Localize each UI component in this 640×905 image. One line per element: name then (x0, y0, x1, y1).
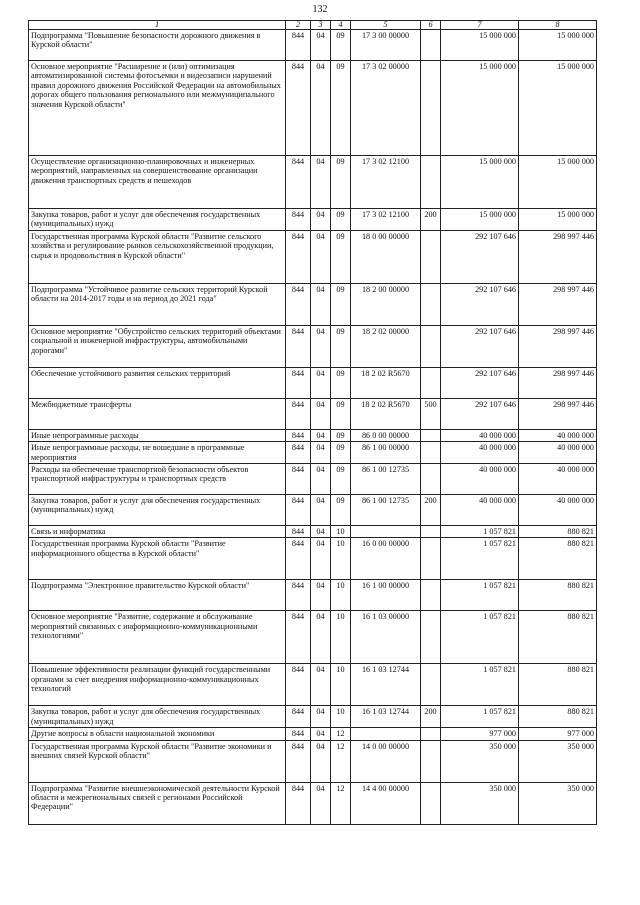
row-name-cell: Основное мероприятие "Расширение и (или) оптимизация автоматизированной системы фотосъемки и видеозаписи нарушений правил дорожного движения Российской Федерации на автомобильных дорогах общего пользования регионального или межмуниципального значения Курской области" (29, 61, 286, 156)
table-row (29, 61, 597, 156)
razdel-cell: 04 (311, 580, 331, 611)
table-row (29, 230, 597, 283)
expense-type-cell (421, 728, 441, 740)
amount-year2-cell: 298 997 446 (519, 283, 597, 325)
expense-type-cell (421, 538, 441, 580)
target-article-cell: 18 0 00 00000 (351, 230, 421, 283)
table-row (29, 464, 597, 495)
table-row (29, 156, 597, 209)
expense-type-cell (421, 367, 441, 398)
podrazdel-cell: 09 (331, 61, 351, 156)
glava-cell: 844 (286, 156, 311, 209)
podrazdel-cell: 09 (331, 367, 351, 398)
amount-year1-cell: 15 000 000 (441, 30, 519, 61)
amount-year1-cell: 40 000 000 (441, 429, 519, 441)
table-row (29, 538, 597, 580)
podrazdel-cell: 10 (331, 664, 351, 706)
expense-type-cell (421, 30, 441, 61)
glava-cell: 844 (286, 209, 311, 231)
razdel-cell: 04 (311, 283, 331, 325)
glava-cell: 844 (286, 230, 311, 283)
row-name-cell: Закупка товаров, работ и услуг для обеспечения государственных (муниципальных) нужд (29, 495, 286, 526)
target-article-cell: 16 0 00 00000 (351, 538, 421, 580)
razdel-cell: 04 (311, 429, 331, 441)
razdel-cell: 04 (311, 325, 331, 367)
column-header-row (29, 21, 597, 30)
podrazdel-cell: 09 (331, 283, 351, 325)
razdel-cell: 04 (311, 664, 331, 706)
amount-year2-cell: 15 000 000 (519, 156, 597, 209)
razdel-cell: 04 (311, 538, 331, 580)
amount-year1-cell: 1 057 821 (441, 538, 519, 580)
amount-year1-cell: 292 107 646 (441, 367, 519, 398)
amount-year2-cell: 880 821 (519, 526, 597, 538)
row-name-cell: Закупка товаров, работ и услуг для обеспечения государственных (муниципальных) нужд (29, 209, 286, 231)
amount-year2-cell: 350 000 (519, 782, 597, 824)
row-name-cell: Подпрограмма "Развитие внешнеэкономической деятельности Курской области и межрегиональных связей с регионами Российской Федерации" (29, 782, 286, 824)
glava-cell: 844 (286, 429, 311, 441)
table-row (29, 209, 597, 231)
podrazdel-cell: 10 (331, 538, 351, 580)
amount-year2-cell: 880 821 (519, 706, 597, 728)
row-name-cell: Межбюджетные трансферты (29, 398, 286, 429)
amount-year1-cell: 1 057 821 (441, 706, 519, 728)
expense-type-cell (421, 283, 441, 325)
podrazdel-cell: 12 (331, 740, 351, 782)
target-article-cell: 14 0 00 00000 (351, 740, 421, 782)
target-article-cell: 16 1 00 00000 (351, 580, 421, 611)
target-article-cell: 86 0 00 00000 (351, 429, 421, 441)
row-name-cell: Подпрограмма "Электронное правительство Курской области" (29, 580, 286, 611)
target-article-cell: 16 1 03 12744 (351, 664, 421, 706)
row-name-cell: Подпрограмма "Повышение безопасности дорожного движения в Курской области" (29, 30, 286, 61)
podrazdel-cell: 09 (331, 429, 351, 441)
razdel-cell: 04 (311, 526, 331, 538)
podrazdel-cell: 09 (331, 156, 351, 209)
table-row (29, 740, 597, 782)
glava-cell: 844 (286, 464, 311, 495)
table-row (29, 442, 597, 464)
row-name-cell: Расходы на обеспечение транспортной безопасности объектов транспортной инфраструктуры и транспортных средств (29, 464, 286, 495)
column-header: 2 (286, 21, 311, 30)
table-row (29, 526, 597, 538)
expense-type-cell (421, 442, 441, 464)
table-row (29, 325, 597, 367)
razdel-cell: 04 (311, 495, 331, 526)
row-name-cell: Основное мероприятие "Развитие, содержание и обслуживание мероприятий связанных с информационно-коммуникационными технологиями" (29, 611, 286, 664)
glava-cell: 844 (286, 740, 311, 782)
expense-type-cell (421, 61, 441, 156)
expense-type-cell: 200 (421, 495, 441, 526)
amount-year1-cell: 350 000 (441, 782, 519, 824)
row-name-cell: Государственная программа Курской области "Развитие сельского хозяйства и регулирование рынков сельскохозяйственной продукции, сырья и продовольствия в Курской области" (29, 230, 286, 283)
expense-type-cell (421, 782, 441, 824)
amount-year2-cell: 40 000 000 (519, 495, 597, 526)
target-article-cell: 17 3 00 00000 (351, 30, 421, 61)
amount-year1-cell: 15 000 000 (441, 61, 519, 156)
target-article-cell: 17 3 02 00000 (351, 61, 421, 156)
amount-year1-cell: 1 057 821 (441, 611, 519, 664)
budget-table (28, 20, 597, 825)
target-article-cell: 18 2 02 R5670 (351, 398, 421, 429)
glava-cell: 844 (286, 367, 311, 398)
glava-cell: 844 (286, 61, 311, 156)
target-article-cell: 16 1 03 12744 (351, 706, 421, 728)
amount-year1-cell: 292 107 646 (441, 230, 519, 283)
glava-cell: 844 (286, 706, 311, 728)
expense-type-cell (421, 464, 441, 495)
target-article-cell: 86 1 00 12735 (351, 464, 421, 495)
column-header: 3 (311, 21, 331, 30)
table-row (29, 398, 597, 429)
podrazdel-cell: 09 (331, 209, 351, 231)
amount-year2-cell: 298 997 446 (519, 325, 597, 367)
expense-type-cell (421, 156, 441, 209)
amount-year2-cell: 977 000 (519, 728, 597, 740)
table-row (29, 706, 597, 728)
amount-year1-cell: 1 057 821 (441, 580, 519, 611)
expense-type-cell (421, 325, 441, 367)
podrazdel-cell: 10 (331, 611, 351, 664)
row-name-cell: Иные непрограммные расходы, не вошедшие в программные мероприятия (29, 442, 286, 464)
amount-year1-cell: 1 057 821 (441, 526, 519, 538)
column-header: 5 (351, 21, 421, 30)
table-row (29, 611, 597, 664)
podrazdel-cell: 09 (331, 398, 351, 429)
glava-cell: 844 (286, 580, 311, 611)
expense-type-cell (421, 611, 441, 664)
row-name-cell: Иные непрограммные расходы (29, 429, 286, 441)
amount-year2-cell: 40 000 000 (519, 464, 597, 495)
amount-year2-cell: 298 997 446 (519, 230, 597, 283)
amount-year2-cell: 15 000 000 (519, 30, 597, 61)
amount-year1-cell: 292 107 646 (441, 325, 519, 367)
row-name-cell: Государственная программа Курской области "Развитие экономики и внешних связей Курской области" (29, 740, 286, 782)
amount-year2-cell: 880 821 (519, 611, 597, 664)
row-name-cell: Государственная программа Курской области "Развитие информационного общества в Курской области" (29, 538, 286, 580)
glava-cell: 844 (286, 325, 311, 367)
column-header: 1 (29, 21, 286, 30)
podrazdel-cell: 10 (331, 526, 351, 538)
amount-year1-cell: 350 000 (441, 740, 519, 782)
glava-cell: 844 (286, 30, 311, 61)
expense-type-cell: 200 (421, 209, 441, 231)
razdel-cell: 04 (311, 706, 331, 728)
amount-year1-cell: 40 000 000 (441, 495, 519, 526)
target-article-cell: 18 2 02 00000 (351, 325, 421, 367)
podrazdel-cell: 09 (331, 30, 351, 61)
row-name-cell: Другие вопросы в области национальной экономики (29, 728, 286, 740)
column-header: 6 (421, 21, 441, 30)
razdel-cell: 04 (311, 156, 331, 209)
row-name-cell: Обеспечение устойчивого развития сельских территорий (29, 367, 286, 398)
glava-cell: 844 (286, 664, 311, 706)
row-name-cell: Закупка товаров, работ и услуг для обеспечения государственных (муниципальных) нужд (29, 706, 286, 728)
razdel-cell: 04 (311, 782, 331, 824)
amount-year1-cell: 1 057 821 (441, 664, 519, 706)
expense-type-cell (421, 230, 441, 283)
razdel-cell: 04 (311, 30, 331, 61)
razdel-cell: 04 (311, 464, 331, 495)
amount-year2-cell: 298 997 446 (519, 398, 597, 429)
razdel-cell: 04 (311, 367, 331, 398)
amount-year1-cell: 292 107 646 (441, 398, 519, 429)
podrazdel-cell: 10 (331, 580, 351, 611)
amount-year2-cell: 15 000 000 (519, 61, 597, 156)
amount-year1-cell: 977 000 (441, 728, 519, 740)
table-row (29, 30, 597, 61)
expense-type-cell: 200 (421, 706, 441, 728)
podrazdel-cell: 09 (331, 442, 351, 464)
razdel-cell: 04 (311, 230, 331, 283)
glava-cell: 844 (286, 442, 311, 464)
table-row (29, 283, 597, 325)
amount-year2-cell: 880 821 (519, 580, 597, 611)
amount-year2-cell: 350 000 (519, 740, 597, 782)
amount-year2-cell: 298 997 446 (519, 367, 597, 398)
glava-cell: 844 (286, 283, 311, 325)
razdel-cell: 04 (311, 740, 331, 782)
target-article-cell (351, 526, 421, 538)
table-row (29, 664, 597, 706)
target-article-cell: 16 1 03 00000 (351, 611, 421, 664)
table-row (29, 495, 597, 526)
table-row (29, 367, 597, 398)
column-header: 4 (331, 21, 351, 30)
row-name-cell: Осуществление организационно-планировочных и инженерных мероприятий, направленных на совершенствование организации движения транспортных средств и пешеходов (29, 156, 286, 209)
razdel-cell: 04 (311, 728, 331, 740)
column-header: 8 (519, 21, 597, 30)
podrazdel-cell: 09 (331, 325, 351, 367)
amount-year2-cell: 880 821 (519, 664, 597, 706)
glava-cell: 844 (286, 526, 311, 538)
amount-year2-cell: 880 821 (519, 538, 597, 580)
amount-year1-cell: 15 000 000 (441, 209, 519, 231)
target-article-cell: 86 1 00 00000 (351, 442, 421, 464)
glava-cell: 844 (286, 495, 311, 526)
podrazdel-cell: 10 (331, 706, 351, 728)
row-name-cell: Подпрограмма "Устойчивое развитие сельских территорий Курской области на 2014-2017 годы и на период до 2021 года" (29, 283, 286, 325)
table-row (29, 429, 597, 441)
razdel-cell: 04 (311, 442, 331, 464)
expense-type-cell: 500 (421, 398, 441, 429)
table-row (29, 728, 597, 740)
glava-cell: 844 (286, 611, 311, 664)
table-row (29, 580, 597, 611)
amount-year1-cell: 40 000 000 (441, 464, 519, 495)
podrazdel-cell: 12 (331, 782, 351, 824)
expense-type-cell (421, 580, 441, 611)
razdel-cell: 04 (311, 61, 331, 156)
expense-type-cell (421, 664, 441, 706)
target-article-cell: 17 3 02 12100 (351, 209, 421, 231)
amount-year2-cell: 15 000 000 (519, 209, 597, 231)
razdel-cell: 04 (311, 611, 331, 664)
target-article-cell: 86 1 00 12735 (351, 495, 421, 526)
expense-type-cell (421, 429, 441, 441)
target-article-cell: 17 3 02 12100 (351, 156, 421, 209)
target-article-cell (351, 728, 421, 740)
row-name-cell: Основное мероприятие "Обустройство сельских территорий объектами социальной и инженерной инфраструктуры, автомобильными дорогами" (29, 325, 286, 367)
podrazdel-cell: 09 (331, 495, 351, 526)
glava-cell: 844 (286, 782, 311, 824)
target-article-cell: 18 2 02 R5670 (351, 367, 421, 398)
table-row (29, 782, 597, 824)
glava-cell: 844 (286, 728, 311, 740)
row-name-cell: Связь и информатика (29, 526, 286, 538)
podrazdel-cell: 09 (331, 230, 351, 283)
glava-cell: 844 (286, 398, 311, 429)
amount-year2-cell: 40 000 000 (519, 429, 597, 441)
row-name-cell: Повышение эффективности реализации функций государственными органами за счет внедрения информационно-коммуникационных технологий (29, 664, 286, 706)
razdel-cell: 04 (311, 209, 331, 231)
amount-year1-cell: 292 107 646 (441, 283, 519, 325)
target-article-cell: 18 2 00 00000 (351, 283, 421, 325)
page-number: 132 (312, 4, 328, 15)
target-article-cell: 14 4 00 00000 (351, 782, 421, 824)
expense-type-cell (421, 526, 441, 538)
razdel-cell: 04 (311, 398, 331, 429)
podrazdel-cell: 12 (331, 728, 351, 740)
column-header: 7 (441, 21, 519, 30)
amount-year1-cell: 15 000 000 (441, 156, 519, 209)
amount-year2-cell: 40 000 000 (519, 442, 597, 464)
amount-year1-cell: 40 000 000 (441, 442, 519, 464)
glava-cell: 844 (286, 538, 311, 580)
expense-type-cell (421, 740, 441, 782)
podrazdel-cell: 09 (331, 464, 351, 495)
